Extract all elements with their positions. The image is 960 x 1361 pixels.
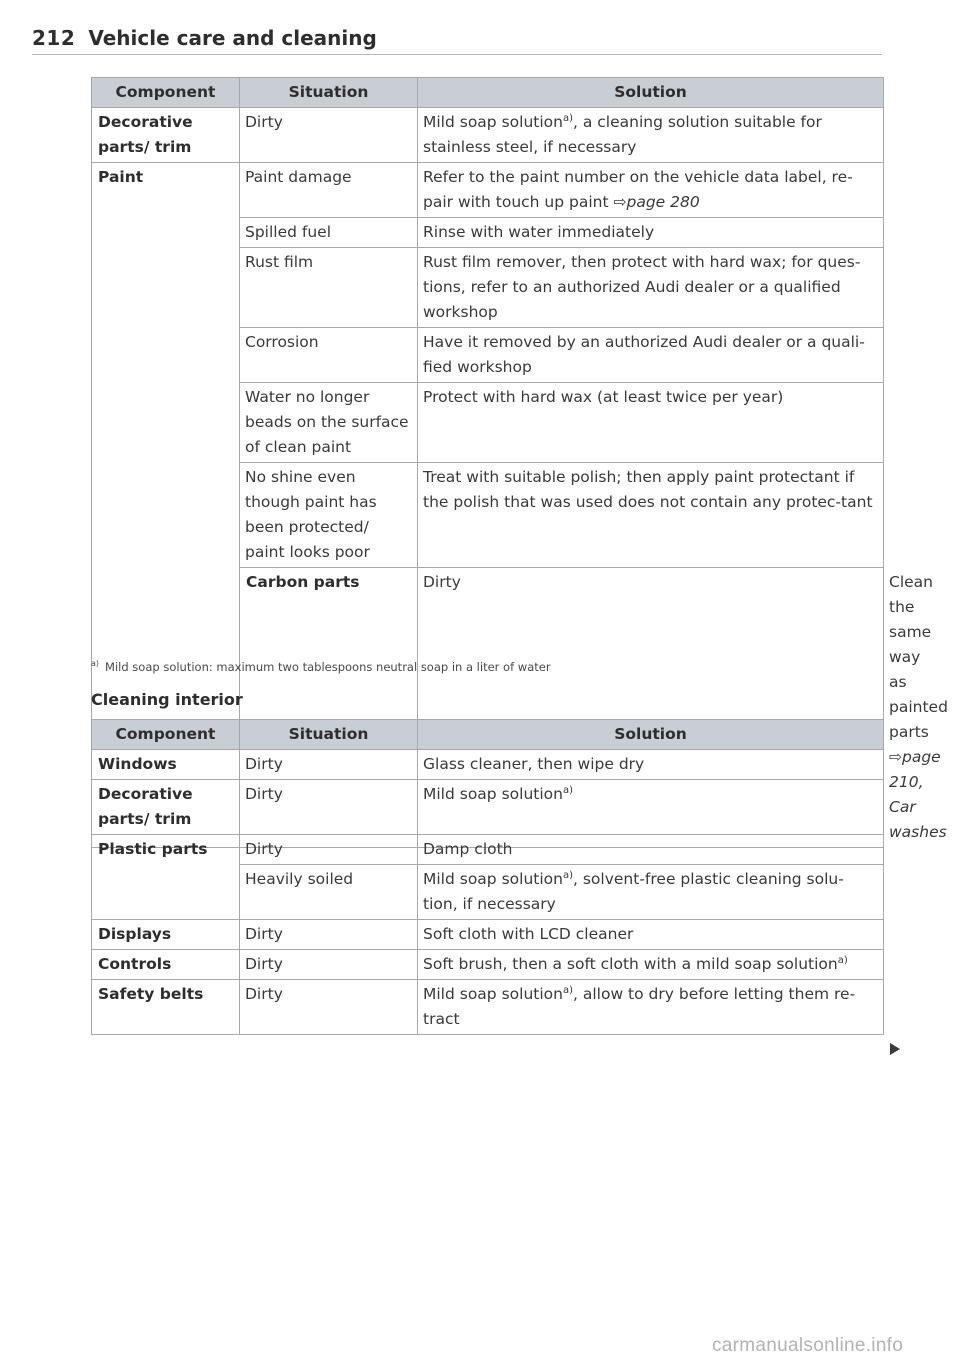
interior-cleaning-table [91, 719, 884, 1035]
chapter-title: Vehicle care and cleaning [88, 26, 377, 50]
situation-cell: Dirty [240, 108, 418, 163]
table-row [92, 750, 884, 780]
solution-cell: Rinse with water immediately [418, 218, 884, 248]
situation-cell: Dirty [240, 920, 418, 950]
situation-cell: Dirty [240, 835, 418, 865]
situation-cell: Dirty [240, 980, 418, 1035]
component-cell: Windows [92, 750, 240, 780]
solution-cell: Damp cloth [418, 835, 884, 865]
solution-cell: Mild soap solution$^{a)}$, allow to dry before letting them re-tract [418, 980, 884, 1035]
arrow-right-icon: ⇨ [613, 193, 627, 211]
component-cell: Decorative parts/ trim [92, 780, 240, 835]
footnote-ref: a) [562, 113, 573, 124]
solution-cell: Protect with hard wax (at least twice per year) [418, 383, 884, 463]
table-row [92, 108, 884, 163]
situation-cell: Spilled fuel [240, 218, 418, 248]
column-header-solution: Solution [418, 78, 884, 108]
footnote-marker: a) [91, 659, 100, 668]
table-row [92, 950, 884, 980]
solution-cell: Rust film remover, then protect with hard wax; for ques-tions, refer to an authorized Audi dealer or a qualified workshop [418, 248, 884, 328]
footnote-ref: a) [562, 785, 573, 796]
footnote-ref: a) [562, 870, 573, 881]
footnote-ref: a) [562, 985, 573, 996]
continue-arrow-icon [890, 1043, 900, 1055]
table-row [92, 920, 884, 950]
solution-cell: Soft brush, then a soft cloth with a mild soap solution$^{a)}$ [418, 950, 884, 980]
situation-cell: Rust film [240, 248, 418, 328]
component-cell: Controls [92, 950, 240, 980]
page-header [32, 26, 882, 55]
situation-cell: Dirty [240, 750, 418, 780]
situation-cell: Dirty [418, 568, 884, 848]
arrow-right-icon: ⇨ [889, 748, 902, 766]
footnote-ref: a) [837, 955, 848, 966]
table-row [92, 163, 884, 218]
page-reference-link[interactable]: page 210, Car washes [889, 748, 947, 841]
column-header-solution: Solution [418, 720, 884, 750]
component-cell: Decorative parts/ trim [92, 108, 240, 163]
solution-cell: Soft cloth with LCD cleaner [418, 920, 884, 950]
table-row [92, 780, 884, 835]
situation-cell: Heavily soiled [240, 865, 418, 920]
situation-cell: No shine even though paint has been protected/ paint looks poor [240, 463, 418, 568]
solution-cell: Mild soap solution$^{a)}$, a cleaning solution suitable for stainless steel, if necessary [418, 108, 884, 163]
column-header-situation: Situation [240, 78, 418, 108]
component-cell: Carbon parts [240, 568, 418, 848]
table-row: Carbon parts Dirty Clean the same way as painted parts ⇨page 210, Car washes [92, 568, 884, 848]
solution-cell: Have it removed by an authorized Audi dealer or a quali-fied workshop [418, 328, 884, 383]
situation-cell: Paint damage [240, 163, 418, 218]
page-reference-link[interactable]: page 280 [626, 193, 700, 211]
column-header-component: Component [92, 78, 240, 108]
component-cell: Paint [92, 163, 240, 848]
situation-cell: Dirty [240, 950, 418, 980]
table-row [92, 980, 884, 1035]
page-number: 212 [32, 26, 76, 50]
component-cell: Displays [92, 920, 240, 950]
solution-cell: Mild soap solution$^{a)}$ [418, 780, 884, 835]
situation-cell: Corrosion [240, 328, 418, 383]
solution-cell: Refer to the paint number on the vehicle data label, re-pair with touch up paint ⇨page 280 [418, 163, 884, 218]
table-row [92, 835, 884, 865]
situation-cell: Water no longer beads on the surface of clean paint [240, 383, 418, 463]
solution-cell: Treat with suitable polish; then apply paint protectant if the polish that was used does not contain any protec-tant [418, 463, 884, 568]
footnote-text: Mild soap solution: maximum two tablespoons neutral soap in a liter of water [105, 659, 551, 674]
watermark: carmanualsonline.info [712, 1335, 904, 1356]
table-header-row [92, 720, 884, 750]
footnote [91, 659, 551, 674]
situation-cell: Dirty [240, 780, 418, 835]
solution-cell: Glass cleaner, then wipe dry [418, 750, 884, 780]
table-header-row [92, 78, 884, 108]
component-cell: Safety belts [92, 980, 240, 1035]
component-cell: Plastic parts [92, 835, 240, 920]
column-header-situation: Situation [240, 720, 418, 750]
section-title: Cleaning interior [91, 690, 243, 709]
solution-cell: Mild soap solution$^{a)}$, solvent-free plastic cleaning solu-tion, if necessary [418, 865, 884, 920]
column-header-component: Component [92, 720, 240, 750]
